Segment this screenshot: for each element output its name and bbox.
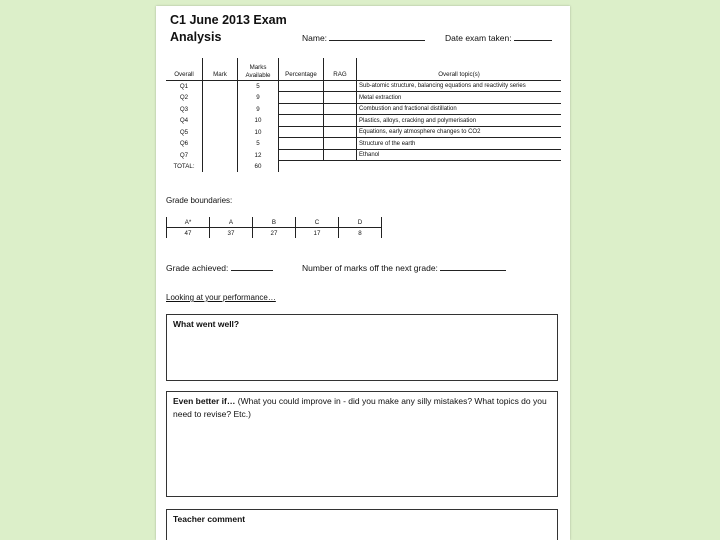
- title-line-2: Analysis: [170, 30, 222, 44]
- grade-letter: B: [253, 217, 296, 228]
- row-question: Q1: [179, 82, 189, 90]
- row-mark-cell[interactable]: [203, 115, 238, 127]
- even-better-text: (What you could improve in - did you make any silly mistakes? What topics do you need to revise? Etc.): [173, 396, 547, 419]
- col-percentage: Percentage: [279, 58, 324, 80]
- next-grade-field[interactable]: [302, 261, 506, 273]
- row-rag-cell[interactable]: [324, 115, 357, 127]
- col-available: [238, 58, 279, 80]
- col-mark: Mark: [203, 58, 238, 80]
- row-percentage-cell[interactable]: [279, 126, 324, 138]
- col-available-line2: Available: [245, 71, 271, 79]
- row-topic: Plastics, alloys, cracking and polymerisation: [357, 115, 562, 127]
- next-grade-underline: [440, 261, 506, 271]
- row-mark-cell[interactable]: [203, 138, 238, 150]
- went-well-label: What went well?: [173, 319, 240, 329]
- row-rag-cell[interactable]: [324, 92, 357, 104]
- row-question: Q6: [179, 140, 189, 147]
- name-field[interactable]: [302, 31, 425, 43]
- table-row: [166, 138, 561, 150]
- col-topic: Overall topic(s): [357, 58, 562, 80]
- teacher-comment-label: Teacher comment: [173, 514, 246, 524]
- row-topic: Metal extraction: [357, 92, 562, 104]
- name-underline: [329, 31, 425, 41]
- grade-achieved-field[interactable]: [166, 261, 273, 273]
- row-question: Q5: [179, 128, 189, 136]
- row-topic: Structure of the earth: [357, 138, 562, 150]
- table-row: [166, 149, 561, 161]
- grade-boundaries-table: [166, 217, 382, 238]
- row-available: 12: [238, 149, 279, 161]
- marks-table: [166, 58, 561, 172]
- went-well-box[interactable]: [166, 314, 558, 381]
- grade-mark: 37: [210, 228, 253, 239]
- grade-achieved-underline: [231, 261, 273, 271]
- col-overall: Overall: [166, 58, 203, 80]
- row-question: Q7: [179, 151, 189, 159]
- row-percentage-cell[interactable]: [279, 92, 324, 104]
- worksheet-page: [156, 6, 570, 540]
- even-better-box[interactable]: [166, 391, 558, 497]
- table-row: [166, 80, 561, 92]
- row-rag-cell[interactable]: [324, 103, 357, 115]
- row-percentage-cell[interactable]: [279, 138, 324, 150]
- page-title: [170, 12, 287, 46]
- next-grade-label: Number of marks off the next grade:: [302, 263, 438, 273]
- grade-letter: C: [296, 217, 339, 228]
- table-row: [166, 126, 561, 138]
- grade-mark: 47: [184, 229, 192, 237]
- row-available: 10: [238, 115, 279, 127]
- row-topic: Sub-atomic structure, balancing equations and reactivity series: [357, 80, 562, 92]
- row-rag-cell[interactable]: [324, 80, 357, 92]
- row-available: 10: [238, 126, 279, 138]
- grade-boundaries-label: Grade boundaries:: [166, 196, 233, 205]
- row-available: 9: [238, 92, 279, 104]
- grade-letter: D: [339, 217, 382, 228]
- grade-mark: 8: [339, 228, 382, 239]
- row-percentage-cell[interactable]: [279, 149, 324, 161]
- total-filler: [279, 161, 562, 172]
- table-row: [166, 92, 561, 104]
- grade-mark: 27: [253, 228, 296, 239]
- row-percentage-cell[interactable]: [279, 103, 324, 115]
- row-available: 9: [238, 103, 279, 115]
- total-available: 60: [238, 161, 279, 172]
- row-mark-cell[interactable]: [203, 80, 238, 92]
- table-row: [166, 103, 561, 115]
- col-rag: RAG: [324, 58, 357, 80]
- row-question: Q3: [179, 105, 189, 113]
- total-row: [166, 161, 561, 172]
- title-line-1: C1 June 2013 Exam: [170, 13, 287, 27]
- row-mark-cell[interactable]: [203, 149, 238, 161]
- col-available-line1: Marks: [249, 63, 267, 71]
- row-rag-cell[interactable]: [324, 126, 357, 138]
- row-available: 5: [238, 138, 279, 150]
- total-mark-cell[interactable]: [203, 161, 238, 172]
- row-mark-cell[interactable]: [203, 92, 238, 104]
- total-label: TOTAL:: [173, 162, 195, 170]
- table-row: [166, 115, 561, 127]
- row-percentage-cell[interactable]: [279, 80, 324, 92]
- grade-mark: 17: [296, 228, 339, 239]
- name-label: Name:: [302, 33, 328, 43]
- row-rag-cell[interactable]: [324, 149, 357, 161]
- row-mark-cell[interactable]: [203, 103, 238, 115]
- date-label: Date exam taken:: [445, 33, 512, 43]
- row-topic: Equations, early atmosphere changes to CO2: [357, 126, 562, 138]
- grade-letter: A*: [167, 217, 210, 228]
- date-field[interactable]: [445, 31, 552, 43]
- looking-label: Looking at your performance…: [166, 293, 276, 302]
- grade-letter: A: [210, 217, 253, 228]
- teacher-comment-box[interactable]: [166, 509, 558, 540]
- row-available: 5: [238, 80, 279, 92]
- date-underline: [514, 31, 552, 41]
- grade-achieved-label: Grade achieved:: [166, 263, 229, 273]
- row-question: Q2: [179, 94, 189, 101]
- row-question: Q4: [179, 117, 189, 124]
- row-percentage-cell[interactable]: [279, 115, 324, 127]
- even-better-label: Even better if…: [173, 396, 236, 406]
- row-topic: Combustion and fractional distillation: [357, 103, 562, 115]
- row-mark-cell[interactable]: [203, 126, 238, 138]
- row-topic: Ethanol: [357, 149, 562, 161]
- row-rag-cell[interactable]: [324, 138, 357, 150]
